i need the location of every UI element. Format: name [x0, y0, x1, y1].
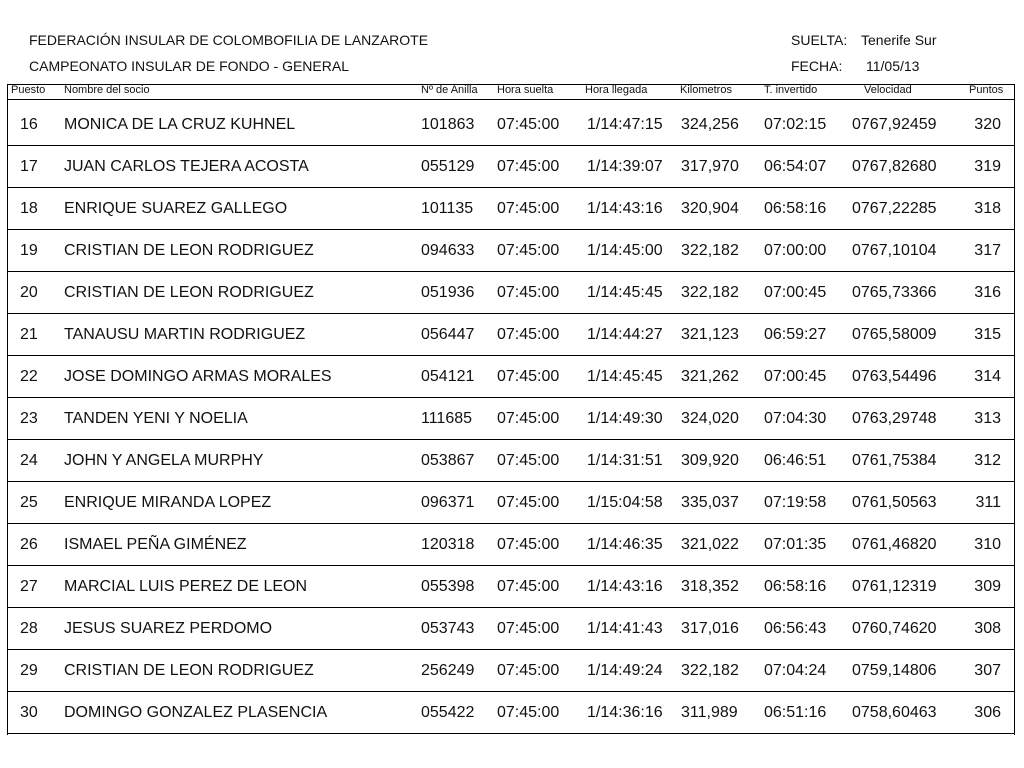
nombre-cell: CRISTIAN DE LEON RODRIGUEZ	[64, 242, 314, 259]
puntos-cell: 311	[975, 494, 1001, 511]
table-row	[7, 146, 1015, 188]
puesto-cell: 26	[20, 536, 38, 553]
hora-llegada-cell: 1/14:46:35	[587, 536, 663, 553]
t-invertido-cell: 07:02:15	[764, 116, 827, 133]
hora-llegada-cell: 1/14:45:45	[587, 284, 663, 301]
hora-suelta-cell: 07:45:00	[497, 368, 560, 385]
puntos-cell: 308	[974, 620, 1001, 637]
anilla-cell: 051936	[421, 284, 475, 301]
hora-llegada-cell: 1/14:43:16	[587, 200, 663, 217]
kilometros-cell: 317,970	[681, 158, 739, 175]
nombre-cell: TANAUSU MARTIN RODRIGUEZ	[64, 326, 306, 343]
puesto-cell: 21	[20, 326, 38, 343]
anilla-cell: 101863	[421, 116, 475, 133]
fecha-label: FECHA:	[791, 58, 843, 74]
suelta-value: Tenerife Sur	[861, 32, 937, 48]
hora-suelta-cell: 07:45:00	[497, 410, 560, 427]
hora-suelta-cell: 07:45:00	[497, 620, 560, 637]
kilometros-cell: 320,904	[681, 200, 739, 217]
velocidad-cell: 0765,73366	[852, 284, 937, 301]
table-row	[7, 692, 1015, 734]
hora-llegada-cell: 1/15:04:58	[587, 494, 663, 511]
kilometros-cell: 322,182	[681, 242, 739, 259]
hora-suelta-cell: 07:45:00	[497, 704, 560, 721]
t-invertido-cell: 07:19:58	[764, 494, 827, 511]
nombre-cell: JOHN Y ANGELA MURPHY	[64, 452, 264, 469]
hora-llegada-cell: 1/14:39:07	[587, 158, 663, 175]
anilla-cell: 256249	[421, 662, 475, 679]
velocidad-cell: 0767,10104	[852, 242, 937, 259]
t-invertido-cell: 06:54:07	[764, 158, 827, 175]
puesto-cell: 27	[20, 578, 38, 595]
puesto-cell: 29	[20, 662, 38, 679]
suelta-label: SUELTA:	[791, 32, 848, 48]
puesto-cell: 19	[20, 242, 38, 259]
puntos-cell: 306	[974, 704, 1001, 721]
hora-suelta-cell: 07:45:00	[497, 284, 560, 301]
anilla-cell: 120318	[421, 536, 475, 553]
table-row	[7, 566, 1015, 608]
anilla-cell: 101135	[421, 200, 474, 217]
col-header-velocidad: Velocidad	[864, 84, 912, 96]
t-invertido-cell: 06:51:16	[764, 704, 827, 721]
nombre-cell: CRISTIAN DE LEON RODRIGUEZ	[64, 662, 314, 679]
velocidad-cell: 0765,58009	[852, 326, 937, 343]
puntos-cell: 307	[974, 662, 1001, 679]
velocidad-cell: 0763,29748	[852, 410, 937, 427]
table-row	[7, 272, 1015, 314]
col-header-t-invertido: T. invertido	[764, 84, 818, 96]
nombre-cell: DOMINGO GONZALEZ PLASENCIA	[64, 704, 328, 721]
hora-llegada-cell: 1/14:36:16	[587, 704, 663, 721]
kilometros-cell: 317,016	[681, 620, 739, 637]
col-header-hora-suelta: Hora suelta	[497, 84, 554, 96]
table-row	[7, 104, 1015, 146]
nombre-cell: ENRIQUE MIRANDA LOPEZ	[64, 494, 272, 511]
nombre-cell: MONICA DE LA CRUZ KUHNEL	[64, 116, 296, 133]
puesto-cell: 30	[20, 704, 38, 721]
puesto-cell: 23	[20, 410, 38, 427]
kilometros-cell: 321,123	[681, 326, 739, 343]
championship-title: CAMPEONATO INSULAR DE FONDO - GENERAL	[29, 58, 349, 74]
nombre-cell: TANDEN YENI Y NOELIA	[64, 410, 248, 427]
velocidad-cell: 0761,12319	[852, 578, 937, 595]
hora-suelta-cell: 07:45:00	[497, 536, 560, 553]
puesto-cell: 17	[20, 158, 38, 175]
velocidad-cell: 0767,82680	[852, 158, 937, 175]
table-row	[7, 188, 1015, 230]
col-header-puesto: Puesto	[11, 84, 46, 96]
hora-llegada-cell: 1/14:49:24	[587, 662, 663, 679]
velocidad-cell: 0761,50563	[852, 494, 937, 511]
anilla-cell: 053867	[421, 452, 475, 469]
anilla-cell: 055422	[421, 704, 475, 721]
puesto-cell: 28	[20, 620, 38, 637]
puesto-cell: 20	[20, 284, 38, 301]
puntos-cell: 315	[974, 326, 1001, 343]
nombre-cell: JUAN CARLOS TEJERA ACOSTA	[64, 158, 309, 175]
t-invertido-cell: 06:58:16	[764, 578, 827, 595]
hora-llegada-cell: 1/14:43:16	[587, 578, 663, 595]
federation-title: FEDERACIÓN INSULAR DE COLOMBOFILIA DE LANZAROTE	[29, 32, 429, 48]
table-row	[7, 314, 1015, 356]
anilla-cell: 096371	[421, 494, 475, 511]
col-header-hora-llegada: Hora llegada	[585, 84, 648, 96]
hora-suelta-cell: 07:45:00	[497, 452, 560, 469]
puesto-cell: 16	[20, 116, 38, 133]
velocidad-cell: 0763,54496	[852, 368, 937, 385]
col-header-anilla: Nº de Anilla	[421, 84, 478, 96]
hora-llegada-cell: 1/14:45:00	[587, 242, 663, 259]
kilometros-cell: 324,020	[681, 410, 739, 427]
kilometros-cell: 324,256	[681, 116, 739, 133]
anilla-cell: 054121	[421, 368, 475, 385]
hora-llegada-cell: 1/14:45:45	[587, 368, 663, 385]
kilometros-cell: 318,352	[681, 578, 739, 595]
kilometros-cell: 321,022	[681, 536, 739, 553]
table-row	[7, 440, 1015, 482]
hora-suelta-cell: 07:45:00	[497, 326, 560, 343]
fecha-value: 11/05/13	[866, 58, 920, 74]
puntos-cell: 312	[974, 452, 1001, 469]
anilla-cell: 053743	[421, 620, 475, 637]
table-row	[7, 356, 1015, 398]
anilla-cell: 111685	[421, 410, 473, 427]
anilla-cell: 055129	[421, 158, 475, 175]
t-invertido-cell: 07:04:30	[764, 410, 827, 427]
nombre-cell: CRISTIAN DE LEON RODRIGUEZ	[64, 284, 314, 301]
kilometros-cell: 321,262	[681, 368, 739, 385]
velocidad-cell: 0758,60463	[852, 704, 937, 721]
t-invertido-cell: 06:58:16	[764, 200, 827, 217]
velocidad-cell: 0761,46820	[852, 536, 937, 553]
kilometros-cell: 322,182	[681, 662, 739, 679]
kilometros-cell: 309,920	[681, 452, 739, 469]
table-row	[7, 482, 1015, 524]
nombre-cell: JESUS SUAREZ PERDOMO	[64, 620, 273, 637]
velocidad-cell: 0759,14806	[852, 662, 937, 679]
col-header-kilometros: Kilometros	[680, 84, 732, 96]
hora-llegada-cell: 1/14:47:15	[587, 116, 663, 133]
hora-llegada-cell: 1/14:49:30	[587, 410, 663, 427]
nombre-cell: JOSE DOMINGO ARMAS MORALES	[64, 368, 332, 385]
hora-suelta-cell: 07:45:00	[497, 662, 560, 679]
puntos-cell: 310	[974, 536, 1001, 553]
hora-llegada-cell: 1/14:31:51	[587, 452, 663, 469]
kilometros-cell: 335,037	[681, 494, 739, 511]
hora-suelta-cell: 07:45:00	[497, 158, 560, 175]
puntos-cell: 318	[974, 200, 1001, 217]
velocidad-cell: 0767,22285	[852, 200, 937, 217]
puntos-cell: 320	[974, 116, 1001, 133]
t-invertido-cell: 06:56:43	[764, 620, 827, 637]
table-row	[7, 650, 1015, 692]
table-row	[7, 524, 1015, 566]
nombre-cell: MARCIAL LUIS PEREZ DE LEON	[64, 578, 308, 595]
hora-suelta-cell: 07:45:00	[497, 494, 560, 511]
puntos-cell: 319	[974, 158, 1001, 175]
velocidad-cell: 0760,74620	[852, 620, 937, 637]
kilometros-cell: 322,182	[681, 284, 739, 301]
t-invertido-cell: 07:01:35	[764, 536, 827, 553]
t-invertido-cell: 06:59:27	[764, 326, 827, 343]
table-row	[7, 230, 1015, 272]
hora-suelta-cell: 07:45:00	[497, 242, 560, 259]
hora-suelta-cell: 07:45:00	[497, 200, 560, 217]
t-invertido-cell: 06:46:51	[764, 452, 827, 469]
hora-llegada-cell: 1/14:41:43	[587, 620, 663, 637]
velocidad-cell: 0767,92459	[852, 116, 937, 133]
table-row	[7, 608, 1015, 650]
nombre-cell: ENRIQUE SUAREZ GALLEGO	[64, 200, 288, 217]
puesto-cell: 22	[20, 368, 38, 385]
anilla-cell: 056447	[421, 326, 475, 343]
puesto-cell: 25	[20, 494, 38, 511]
velocidad-cell: 0761,75384	[852, 452, 937, 469]
puntos-cell: 316	[974, 284, 1001, 301]
col-header-puntos: Puntos	[969, 84, 1004, 96]
hora-suelta-cell: 07:45:00	[497, 578, 560, 595]
kilometros-cell: 311,989	[681, 704, 738, 721]
puesto-cell: 24	[20, 452, 38, 469]
table-row	[7, 398, 1015, 440]
results-table-body	[7, 104, 1015, 734]
anilla-cell: 055398	[421, 578, 475, 595]
anilla-cell: 094633	[421, 242, 475, 259]
puntos-cell: 314	[974, 368, 1001, 385]
puntos-cell: 309	[974, 578, 1001, 595]
t-invertido-cell: 07:00:45	[764, 368, 827, 385]
header-underline	[7, 99, 1015, 100]
nombre-cell: ISMAEL PEÑA GIMÉNEZ	[64, 536, 247, 553]
col-header-nombre: Nombre del socio	[64, 84, 150, 96]
hora-llegada-cell: 1/14:44:27	[587, 326, 663, 343]
puesto-cell: 18	[20, 200, 38, 217]
puntos-cell: 317	[974, 242, 1001, 259]
t-invertido-cell: 07:00:45	[764, 284, 827, 301]
t-invertido-cell: 07:04:24	[764, 662, 827, 679]
hora-suelta-cell: 07:45:00	[497, 116, 560, 133]
puntos-cell: 313	[974, 410, 1001, 427]
t-invertido-cell: 07:00:00	[764, 242, 827, 259]
